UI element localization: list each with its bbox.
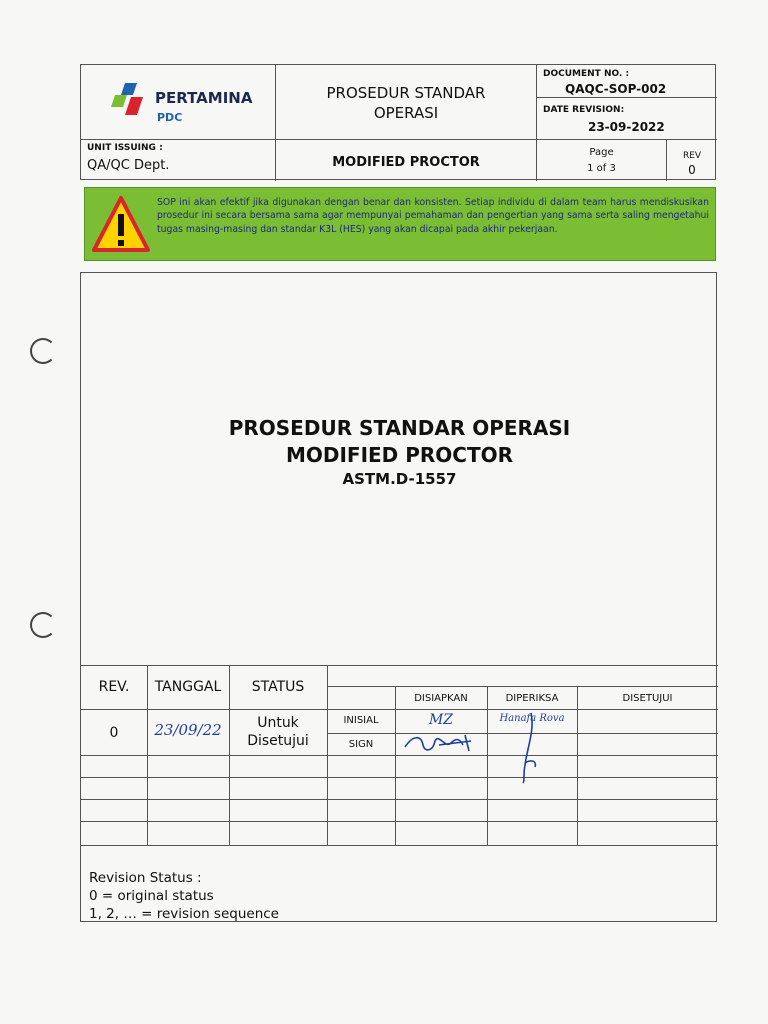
col-disetujui: DISETUJUI — [622, 693, 673, 704]
header-title-line1: PROSEDUR STANDAR — [326, 84, 486, 102]
doc-no-value: QAQC-SOP-002 — [565, 82, 667, 96]
warning-text: SOP ini akan efektif jika digunakan dengan benar dan konsisten. Setiap individu di dalam team harus mendiskusikan prosedur ini secara bersama sama agar mempunyai pemahaman dan pengertian yang sama serta saling mengetahui tugas masing-masing dan standar K3L (HES) yang akan dicapai pada akhir pekerjaan. — [157, 197, 709, 235]
doc-title-3: ASTM.D-1557 — [342, 470, 457, 488]
col-diperiksa: DIPERIKSA — [505, 693, 559, 704]
row-rev: 0 — [109, 725, 119, 741]
warning-icon — [91, 194, 151, 254]
rev-value: 0 — [688, 163, 696, 177]
date-rev-value: 23-09-2022 — [588, 120, 665, 134]
pertamina-logo — [111, 83, 151, 115]
row-status-1: Untuk — [257, 715, 299, 731]
col-tanggal: TANGGAL — [154, 679, 222, 695]
page-value: 1 of 3 — [587, 163, 616, 174]
rev-label: REV — [682, 151, 702, 161]
revision-status-line1: Revision Status : — [89, 870, 202, 886]
logo-sub: PDC — [157, 111, 183, 124]
header-subject: MODIFIED PROCTOR — [332, 155, 480, 170]
revision-status — [89, 869, 279, 923]
header-title — [276, 83, 536, 123]
main-content — [80, 272, 717, 922]
col-disiapkan: DISIAPKAN — [414, 693, 468, 704]
revision-table — [81, 665, 718, 847]
signature-disiapkan — [399, 731, 485, 755]
unit-value: QA/QC Dept. — [87, 158, 170, 173]
warning-banner — [84, 187, 716, 261]
row-status-2: Disetujui — [247, 733, 309, 749]
doc-title-2: MODIFIED PROCTOR — [285, 443, 514, 467]
doc-no-label: DOCUMENT NO. : — [543, 69, 630, 79]
page-label: Page — [589, 147, 614, 158]
col-rev: REV. — [98, 679, 130, 695]
inisial-disiapkan: MZ — [428, 712, 454, 728]
signature-diperiksa — [501, 709, 561, 785]
binder-hole-bottom — [30, 612, 56, 638]
logo-name: PERTAMINA — [155, 89, 253, 107]
row-tanggal: 23/09/22 — [154, 721, 222, 739]
binder-hole-top — [30, 338, 56, 364]
doc-title-1: PROSEDUR STANDAR OPERASI — [228, 416, 571, 440]
col-status: STATUS — [251, 679, 305, 695]
inisial-diperiksa: Hanafa Rova — [499, 713, 565, 724]
revision-status-line2: 0 = original status — [89, 888, 214, 904]
unit-label: UNIT ISSUING : — [87, 143, 163, 153]
date-rev-label: DATE REVISION: — [543, 105, 625, 115]
header-title-line2: OPERASI — [373, 104, 439, 122]
inisial-label: INISIAL — [343, 715, 379, 726]
sign-label: SIGN — [348, 739, 374, 750]
document-header — [80, 64, 716, 180]
revision-status-line3: 1, 2, … = revision sequence — [89, 906, 279, 922]
